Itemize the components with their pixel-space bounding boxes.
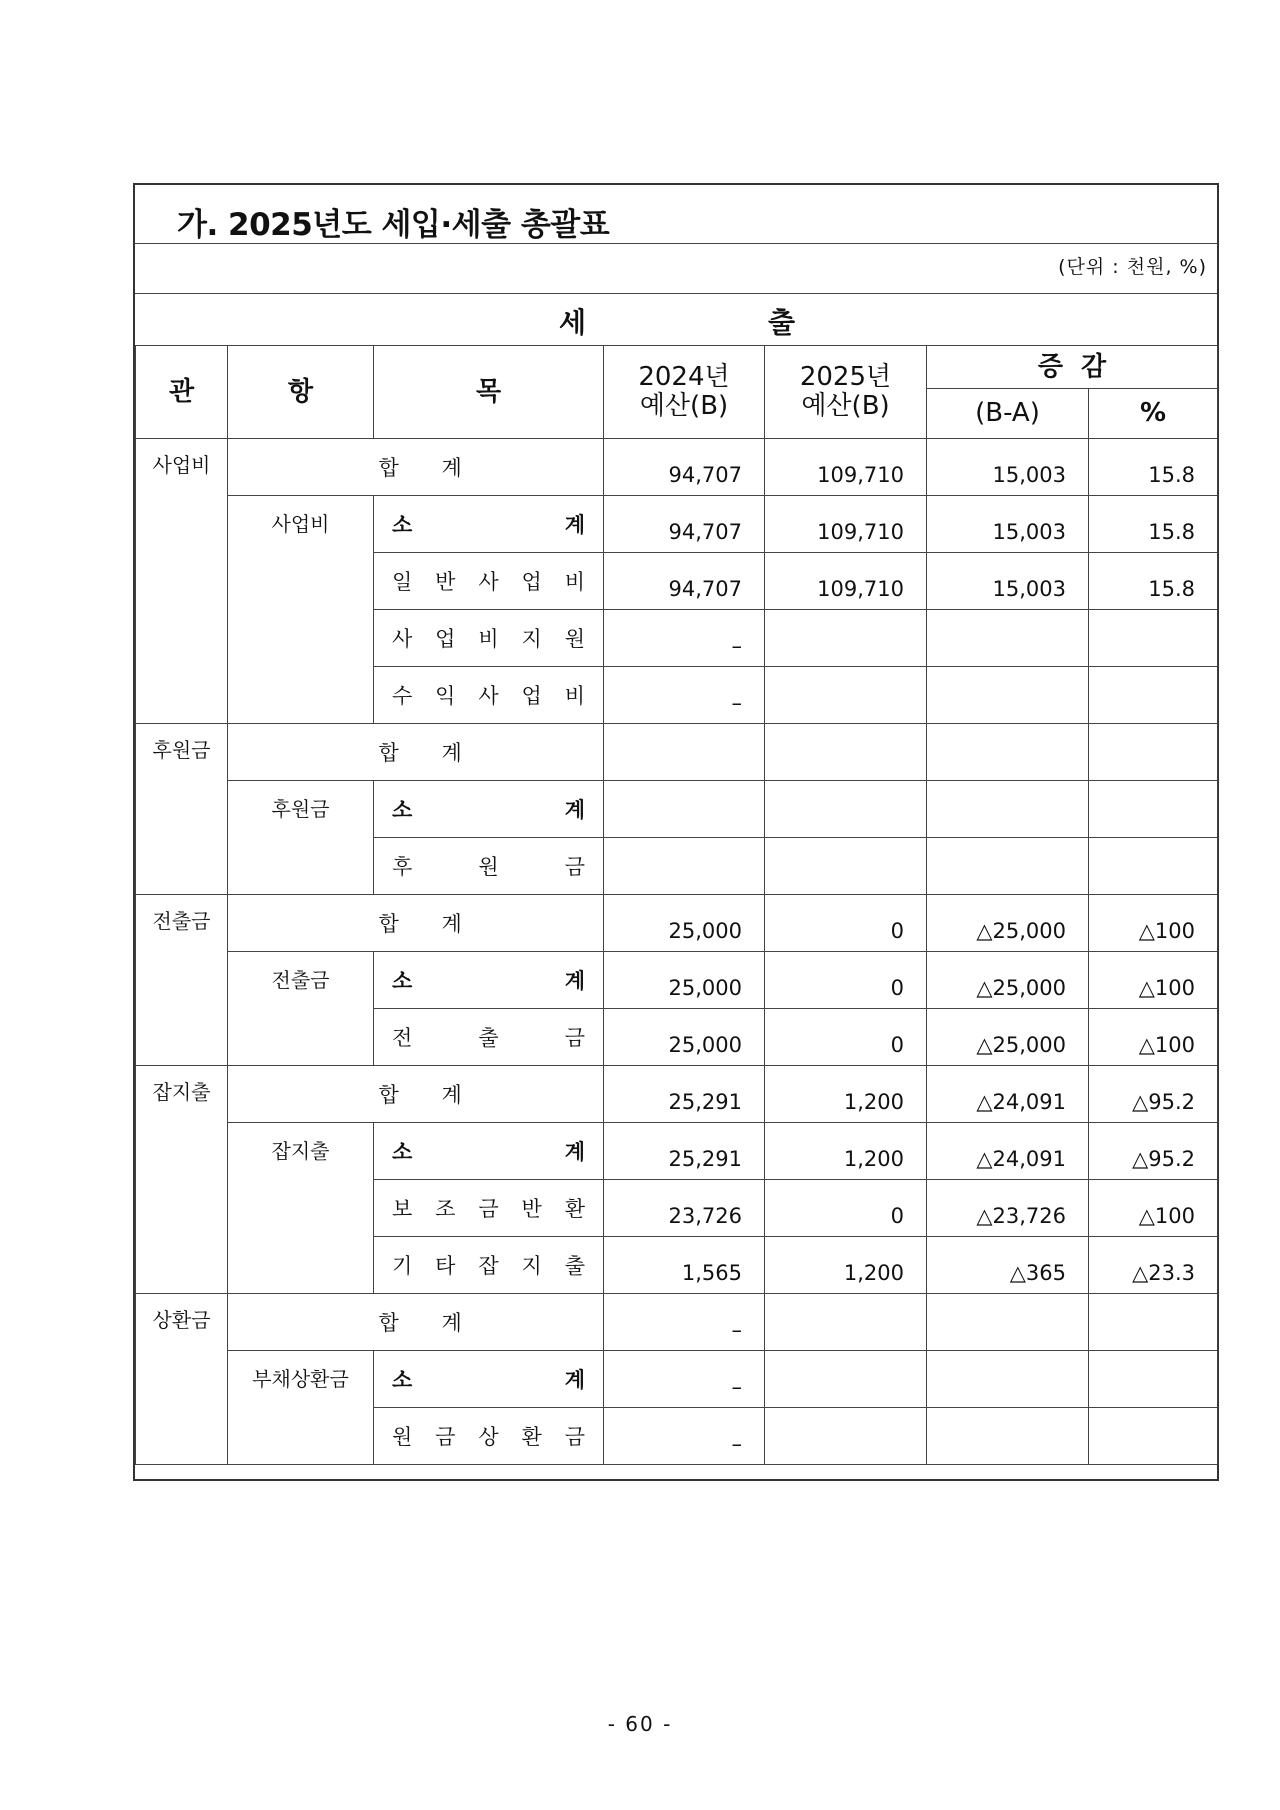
mok-cell: [374, 1237, 604, 1294]
mok-cell: [374, 553, 604, 610]
value-b25: [765, 781, 927, 838]
hang-cell: 잡지출: [228, 1123, 374, 1294]
total-label: 합 계: [378, 912, 462, 936]
header-hang: 항: [228, 346, 374, 439]
value-b25: [765, 1408, 927, 1465]
value-diff: △25,000: [927, 1009, 1089, 1066]
value-b24: –: [604, 1408, 765, 1465]
subtotal-label: 소 계: [392, 969, 585, 993]
mok-label: 수 익 사 업 비: [392, 684, 585, 708]
value-b25: 1,200: [765, 1237, 927, 1294]
value-diff: △365: [927, 1237, 1089, 1294]
value-b25: 0: [765, 1009, 927, 1066]
header-mok: 목: [374, 346, 604, 439]
value-b25: [765, 610, 927, 667]
mok-label: 사 업 비 지 원: [392, 627, 585, 651]
value-pct: △100: [1089, 1009, 1218, 1066]
table-row: [136, 781, 1218, 838]
value-diff: [927, 1408, 1089, 1465]
mok-cell: [374, 610, 604, 667]
value-b24: 25,291: [604, 1066, 765, 1123]
total-label: 합 계: [378, 1311, 462, 1335]
subtotal-label-cell: [374, 952, 604, 1009]
mok-cell: [374, 1408, 604, 1465]
page-number: - 60 -: [607, 1712, 673, 1736]
value-diff: [927, 1351, 1089, 1408]
header-pct: %: [1089, 389, 1218, 439]
value-diff: △23,726: [927, 1180, 1089, 1237]
table-row: [136, 1294, 1218, 1351]
mok-label: 원 금 상 환 금: [392, 1425, 585, 1449]
mok-cell: [374, 1180, 604, 1237]
mok-label: 기 타 잡 지 출: [392, 1254, 585, 1278]
gwan-cell: 전출금: [136, 895, 228, 1066]
value-b24: 94,707: [604, 553, 765, 610]
value-diff: [927, 781, 1089, 838]
section-header-left: 세: [559, 306, 587, 339]
value-b25: [765, 724, 927, 781]
subtotal-label-cell: [374, 781, 604, 838]
hang-cell: 후원금: [228, 781, 374, 895]
value-diff: [927, 724, 1089, 781]
value-b24: [604, 781, 765, 838]
value-b24: [604, 724, 765, 781]
value-b25: 109,710: [765, 496, 927, 553]
section-header: [135, 297, 1217, 341]
value-b25: 1,200: [765, 1123, 927, 1180]
value-diff: △25,000: [927, 952, 1089, 1009]
value-b24: 23,726: [604, 1180, 765, 1237]
total-label-cell: [228, 724, 604, 781]
mok-label: 전 출 금: [392, 1026, 585, 1050]
value-pct: [1089, 781, 1218, 838]
value-pct: △23.3: [1089, 1237, 1218, 1294]
table-row: [136, 439, 1218, 496]
value-b25: 109,710: [765, 553, 927, 610]
value-b25: [765, 838, 927, 895]
value-diff: △24,091: [927, 1123, 1089, 1180]
value-diff: △24,091: [927, 1066, 1089, 1123]
table-row: [136, 952, 1218, 1009]
value-pct: △95.2: [1089, 1066, 1218, 1123]
value-diff: [927, 838, 1089, 895]
table-row: [136, 724, 1218, 781]
subtotal-label-cell: [374, 1351, 604, 1408]
value-pct: [1089, 1351, 1218, 1408]
value-pct: 15.8: [1089, 439, 1218, 496]
value-pct: 15.8: [1089, 553, 1218, 610]
mok-cell: [374, 667, 604, 724]
header-budget-2025-label: 2025년 예산(B): [799, 362, 892, 421]
value-pct: △100: [1089, 895, 1218, 952]
table-row: [136, 1351, 1218, 1408]
header-budget-2024-label: 2024년 예산(B): [638, 362, 730, 421]
total-label-cell: [228, 895, 604, 952]
value-b24: –: [604, 1294, 765, 1351]
gwan-cell: 잡지출: [136, 1066, 228, 1294]
value-diff: △25,000: [927, 895, 1089, 952]
value-b25: 0: [765, 895, 927, 952]
unit-label: (단위 : 천원, %): [1058, 256, 1207, 278]
header-budget-2025: [765, 346, 927, 439]
value-pct: 15.8: [1089, 496, 1218, 553]
value-b24: 94,707: [604, 496, 765, 553]
value-pct: [1089, 610, 1218, 667]
value-diff: 15,003: [927, 496, 1089, 553]
value-b24: 25,291: [604, 1123, 765, 1180]
total-label-cell: [228, 439, 604, 496]
value-pct: [1089, 838, 1218, 895]
gwan-cell: 후원금: [136, 724, 228, 895]
total-label: 합 계: [378, 1083, 462, 1107]
value-b24: –: [604, 667, 765, 724]
subtotal-label: 소 계: [392, 1368, 585, 1392]
budget-summary-frame: [133, 183, 1219, 1481]
value-pct: △100: [1089, 952, 1218, 1009]
value-diff: [927, 1294, 1089, 1351]
value-b25: 109,710: [765, 439, 927, 496]
mok-label: 일 반 사 업 비: [392, 570, 585, 594]
value-b25: 0: [765, 952, 927, 1009]
budget-table-body: [136, 439, 1218, 1465]
total-label: 합 계: [378, 741, 462, 765]
value-diff: [927, 610, 1089, 667]
value-b25: [765, 1294, 927, 1351]
header-gwan: 관: [136, 346, 228, 439]
value-diff: [927, 667, 1089, 724]
table-row: [136, 1066, 1218, 1123]
value-diff: 15,003: [927, 439, 1089, 496]
value-b24: 25,000: [604, 895, 765, 952]
mok-cell: [374, 838, 604, 895]
value-pct: [1089, 724, 1218, 781]
value-pct: △100: [1089, 1180, 1218, 1237]
subtotal-label-cell: [374, 496, 604, 553]
table-row: [136, 895, 1218, 952]
total-label-cell: [228, 1294, 604, 1351]
value-b24: 94,707: [604, 439, 765, 496]
hang-cell: 사업비: [228, 496, 374, 724]
mok-label: 보 조 금 반 환: [392, 1197, 585, 1221]
value-b25: 0: [765, 1180, 927, 1237]
value-b25: [765, 1351, 927, 1408]
value-pct: △95.2: [1089, 1123, 1218, 1180]
total-label-cell: [228, 1066, 604, 1123]
value-b24: 25,000: [604, 1009, 765, 1066]
total-label: 합 계: [378, 456, 462, 480]
value-b25: 1,200: [765, 1066, 927, 1123]
budget-table: [135, 345, 1218, 1465]
value-b24: 1,565: [604, 1237, 765, 1294]
value-b25: [765, 667, 927, 724]
subtotal-label-cell: [374, 1123, 604, 1180]
value-b24: –: [604, 1351, 765, 1408]
value-pct: [1089, 667, 1218, 724]
subtotal-label: 소 계: [392, 798, 585, 822]
value-b24: 25,000: [604, 952, 765, 1009]
header-budget-2024: [604, 346, 765, 439]
page-title: 가. 2025년도 세입·세출 총괄표: [177, 207, 610, 243]
value-diff: 15,003: [927, 553, 1089, 610]
header-change: 증 감: [927, 346, 1218, 389]
table-row: [136, 496, 1218, 553]
value-pct: [1089, 1294, 1218, 1351]
section-header-right: 출: [768, 306, 796, 339]
subtotal-label: 소 계: [392, 1140, 585, 1164]
gwan-cell: 상환금: [136, 1294, 228, 1465]
header-diff: (B-A): [927, 389, 1089, 439]
subtotal-label: 소 계: [392, 513, 585, 537]
hang-cell: 전출금: [228, 952, 374, 1066]
mok-cell: [374, 1009, 604, 1066]
value-b24: [604, 838, 765, 895]
value-b24: –: [604, 610, 765, 667]
gwan-cell: 사업비: [136, 439, 228, 724]
hang-cell: 부채상환금: [228, 1351, 374, 1465]
table-row: [136, 1123, 1218, 1180]
mok-label: 후 원 금: [392, 855, 585, 879]
value-pct: [1089, 1408, 1218, 1465]
